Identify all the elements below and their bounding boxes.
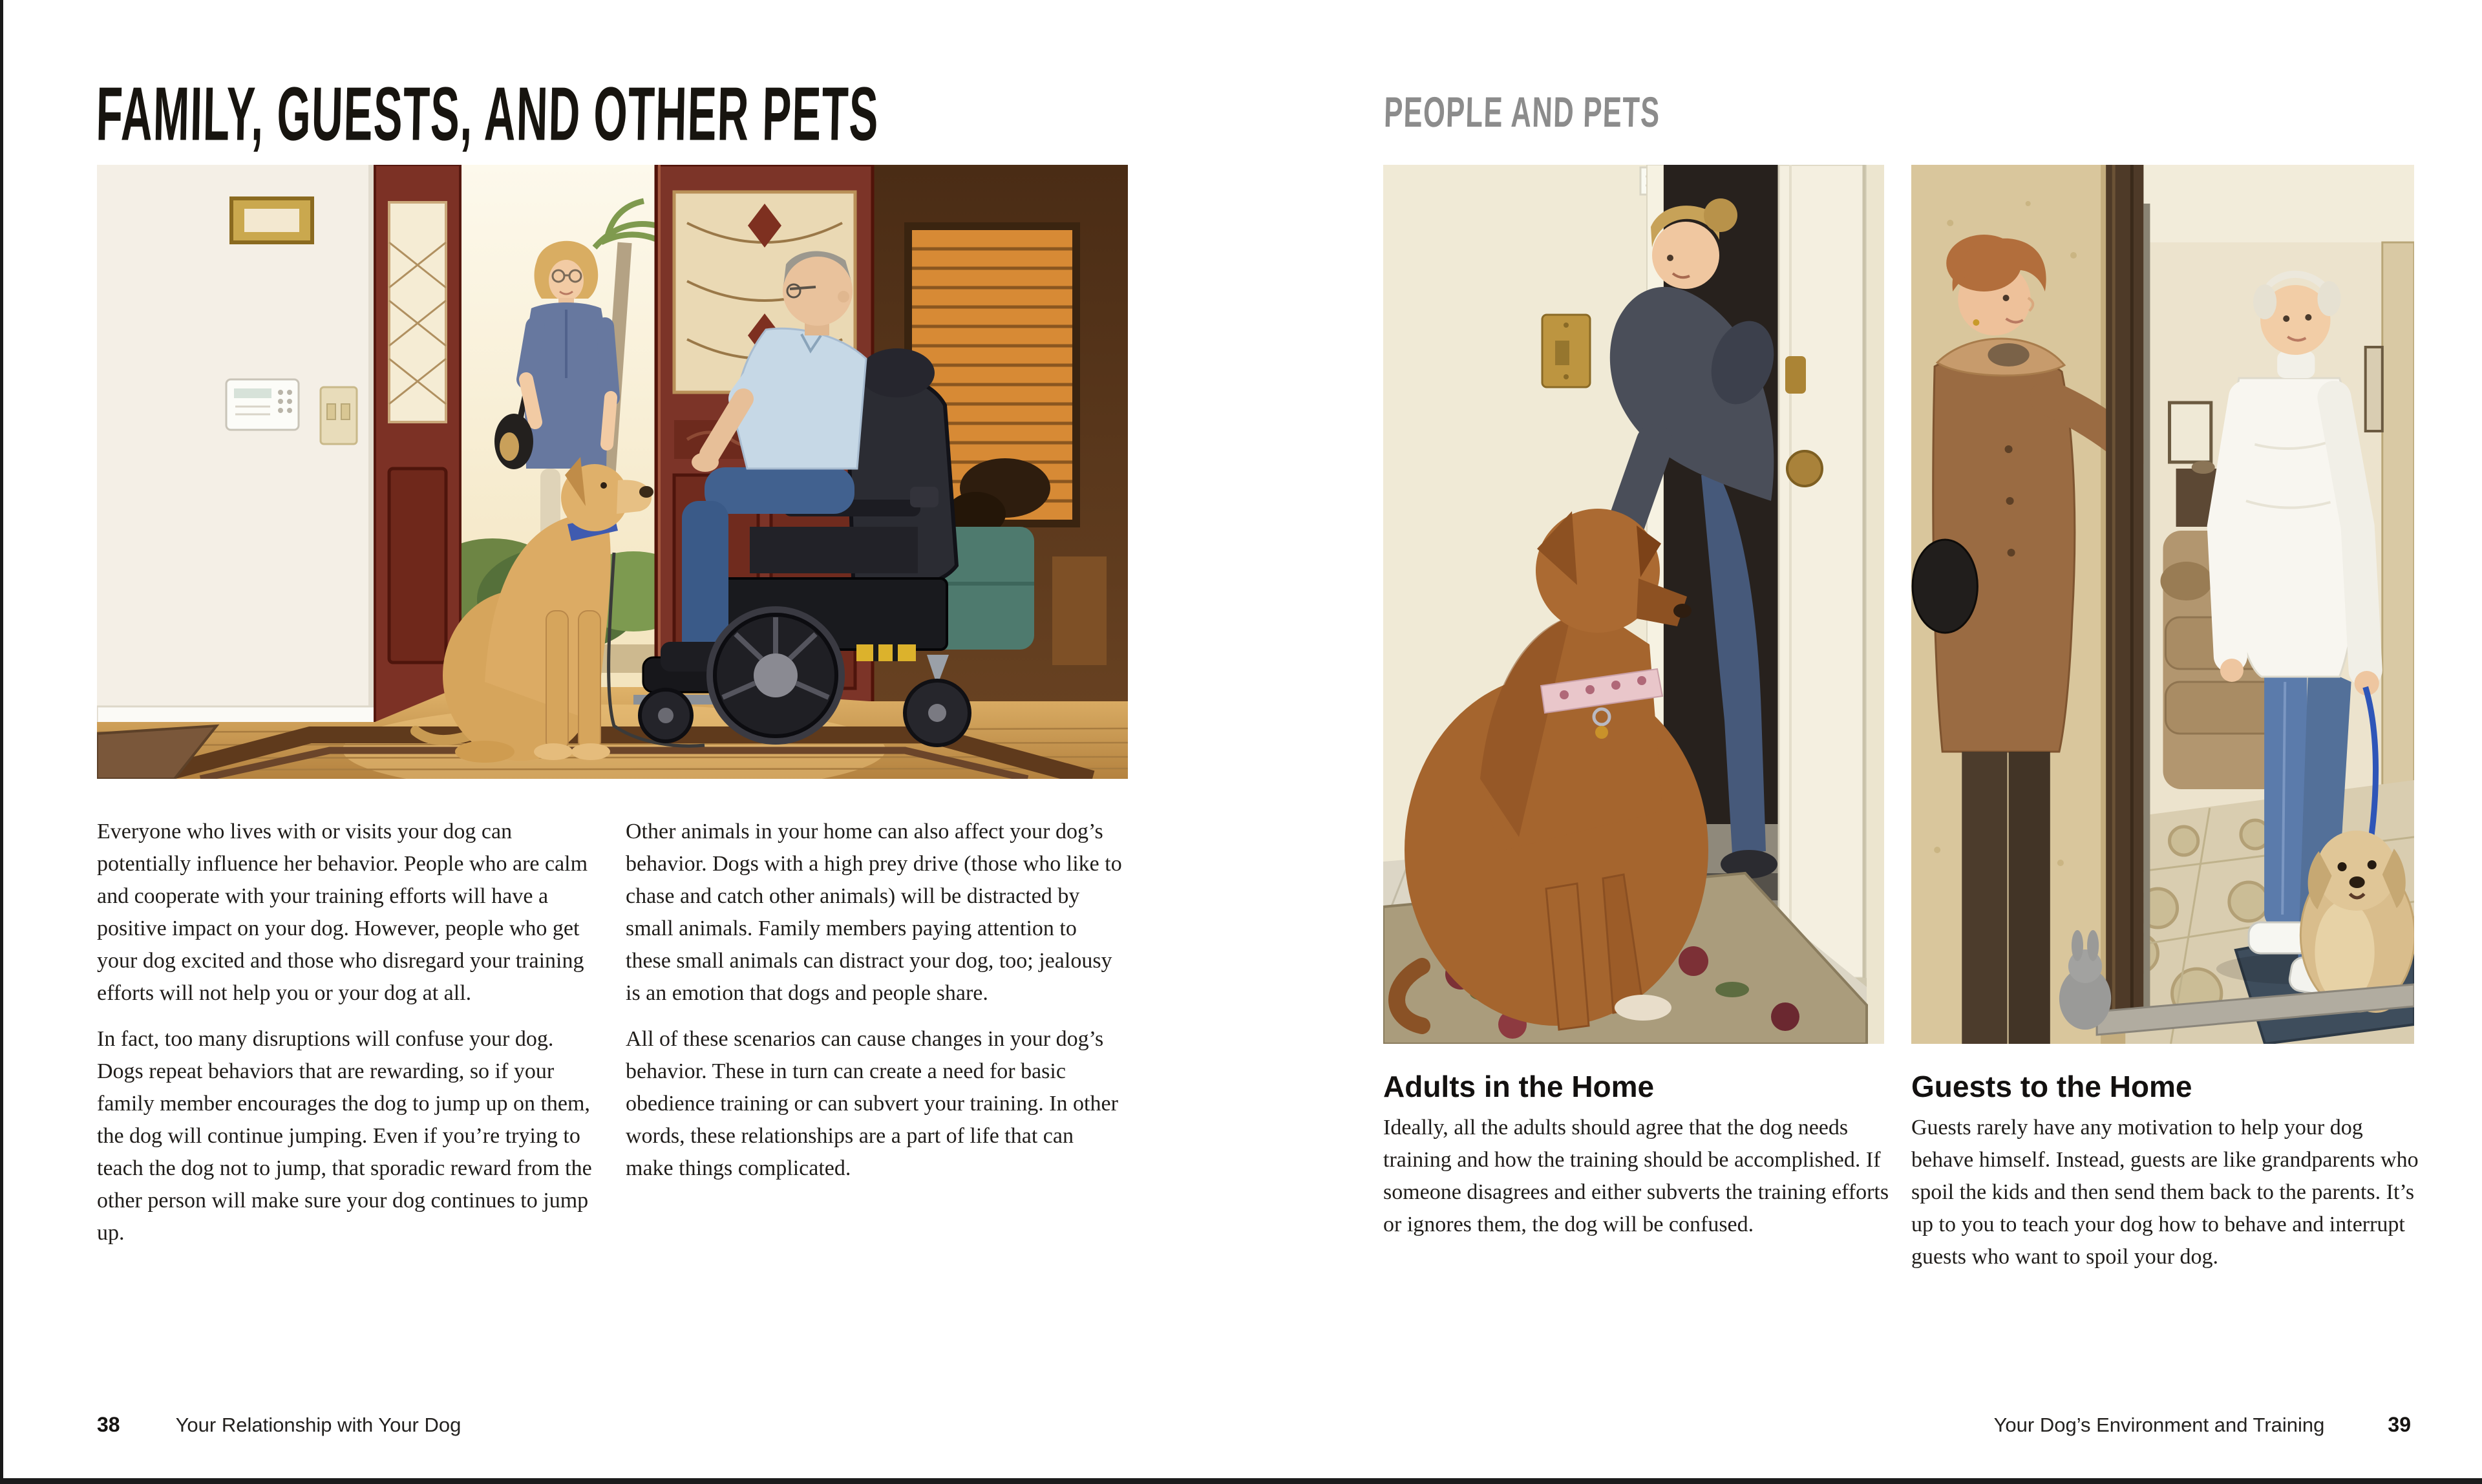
section-adults-in-home: [1383, 1070, 1893, 1241]
section-body: Ideally, all the adults should agree that the dog needs training and how the training should be accomplished. If someone disagrees and either subverts the training efforts or ignores them, the dog will be confused.: [1383, 1115, 1889, 1236]
right-page-footer: [1994, 1413, 2411, 1437]
section-heading: Adults in the Home: [1383, 1070, 1655, 1103]
black-purse: [1913, 540, 1977, 633]
wall-picture: [2170, 403, 2211, 462]
entryway-illustration: [97, 165, 1128, 779]
photo-guest-at-door: [1911, 165, 2414, 1044]
page-number-right: 39: [2388, 1413, 2411, 1436]
page-title: FAMILY, GUESTS, AND OTHER PETS: [95, 71, 880, 156]
page-number-left: 38: [97, 1413, 120, 1436]
left-page-footer: [97, 1413, 461, 1437]
door-knob: [1787, 451, 1822, 486]
light-switch: [321, 387, 357, 444]
alarm-keypad: [226, 379, 299, 430]
guest-door-illustration: [1911, 165, 2414, 1044]
page-edge-left: [0, 0, 3, 1484]
white-door-open: [1779, 165, 1884, 1044]
side-table: [1052, 556, 1107, 665]
chapter-title-right: Your Dog’s Environment and Training: [1993, 1414, 2325, 1436]
door-left-panel: [375, 165, 460, 726]
section-heading: Guests to the Home: [1911, 1070, 2192, 1103]
entry-wall: [97, 165, 375, 779]
left-page-column-2: [626, 816, 1125, 1198]
section-kicker: PEOPLE AND PETS: [1383, 88, 1661, 136]
body-paragraph: All of these scenarios can cause changes in your dog’s behavior. These in turn can create a need for basic obedience training or can subvert your training. In other words, these relationships are a part of life that can make things complicated.: [626, 1027, 1118, 1180]
chapter-title-left: Your Relationship with Your Dog: [175, 1414, 461, 1436]
adult-dog-illustration: [1383, 165, 1884, 1044]
section-guests-to-home: [1911, 1070, 2421, 1273]
left-page-column-1: [97, 816, 596, 1263]
photo-adult-greeting-dog: [1383, 165, 1884, 1044]
photo-family-entryway: [97, 165, 1128, 779]
body-paragraph: Everyone who lives with or visits your dog can potentially influence her behavior. People who are calm and cooperate with your training efforts will have a positive impact on your dog. However, people who get your dog excited and those who disregard your training efforts will not help you or your dog at all.: [97, 820, 588, 1005]
brass-light-switch: [1542, 315, 1590, 387]
section-body: Guests rarely have any motivation to help your dog behave himself. Instead, guests are like grandparents who spoil the kids and then send them back to the parents. It’s up to you to teach your dog how to behave and interrupt guests who want to spoil your dog.: [1911, 1115, 2419, 1269]
deadbolt: [1785, 356, 1806, 394]
page-edge-bottom: [0, 1478, 2482, 1484]
body-paragraph: Other animals in your home can also affect your dog’s behavior. Dogs with a high prey drive (those who like to chase and catch other animals) will be distracted by small animals. Family members paying attention to these small animals can distract your dog, too; jealousy is an emotion that dogs and people share.: [626, 820, 1122, 1005]
body-paragraph: In fact, too many disruptions will confuse your dog. Dogs repeat behaviors that are rewarding, so if your family member encourages the dog to jump up on them, the dog will continue jumping. Even if you’re trying to teach the dog not to jump, that sporadic reward from the other person will make sure your dog continues to jump up.: [97, 1027, 592, 1245]
